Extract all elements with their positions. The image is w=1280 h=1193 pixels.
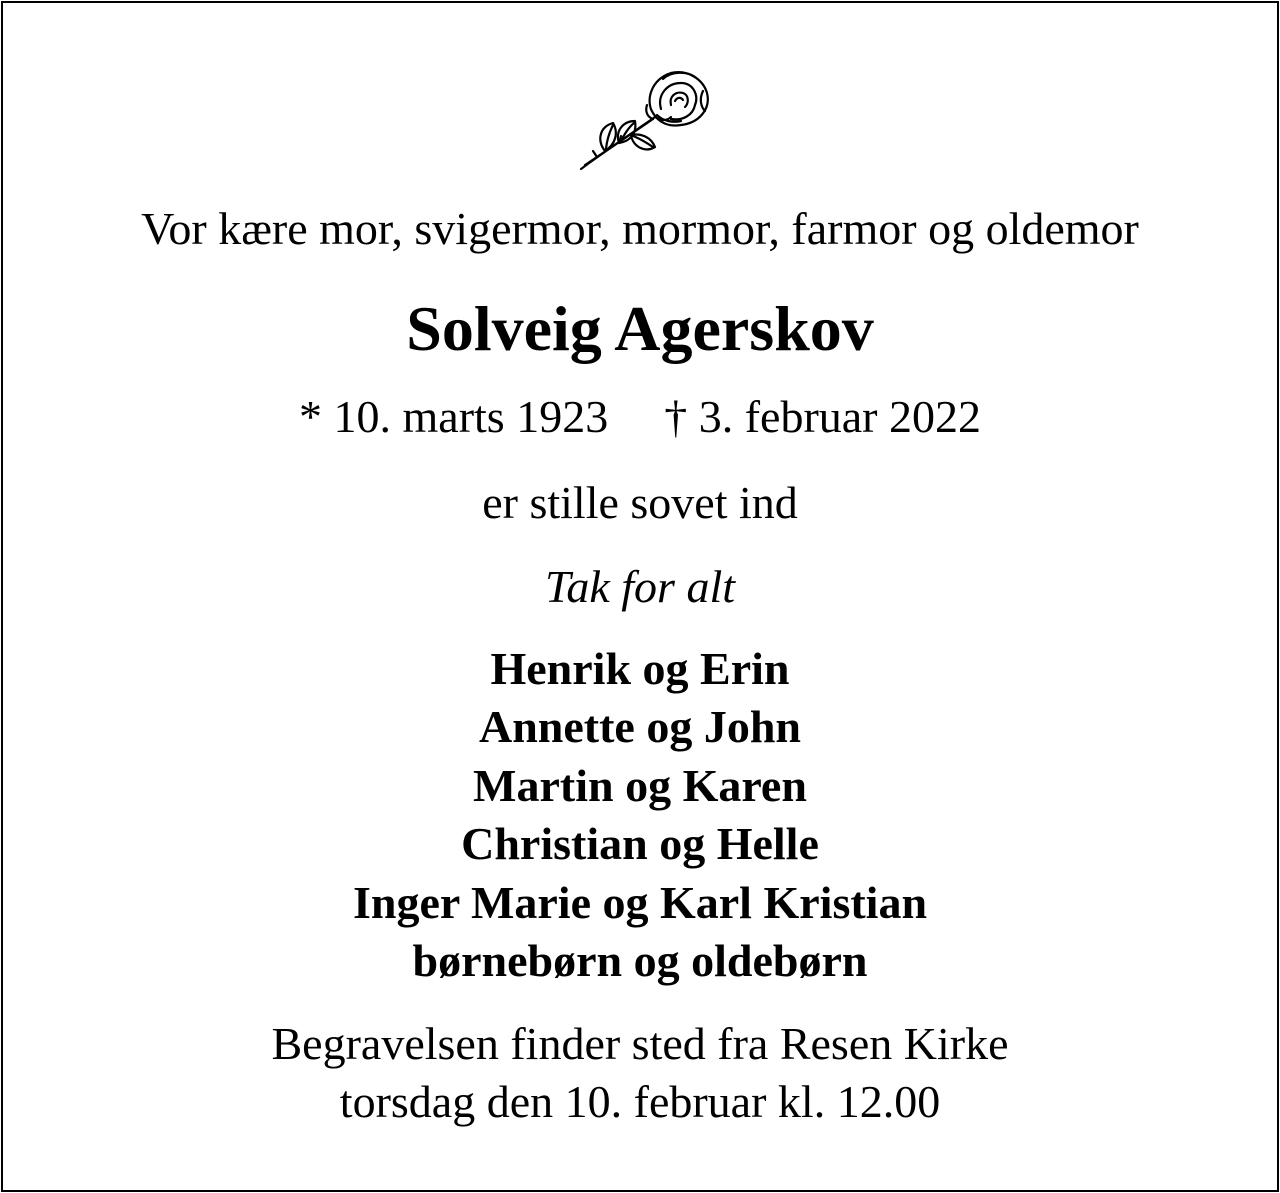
family-member: Annette og John	[478, 701, 802, 753]
family-member: Martin og Karen	[473, 759, 807, 811]
intro-text: Vor kære mor, svigermor, mormor, farmor og oldemor	[141, 203, 1139, 254]
family-member: Inger Marie og Karl Kristian	[352, 876, 928, 928]
death-date: † 3. februar 2022	[664, 391, 981, 442]
birth-date: * 10. marts 1923	[299, 391, 609, 442]
rose-icon	[575, 65, 715, 175]
deceased-name: Solveig Agerskov	[406, 293, 874, 364]
obituary-notice	[1, 1, 1279, 1192]
family-member: børnebørn og oldebørn	[412, 935, 868, 987]
family-member: Henrik og Erin	[490, 643, 790, 694]
funeral-location: Begravelsen finder sted fra Resen Kirke	[271, 1018, 1009, 1069]
funeral-info	[3, 1015, 1277, 1131]
thanks-text: Tak for alt	[544, 561, 736, 612]
life-dates	[3, 387, 1277, 447]
passing-phrase: er stille sovet ind	[482, 477, 798, 528]
family-list	[3, 640, 1277, 990]
funeral-time: torsdag den 10. februar kl. 12.00	[339, 1076, 941, 1127]
family-member: Christian og Helle	[461, 818, 819, 870]
